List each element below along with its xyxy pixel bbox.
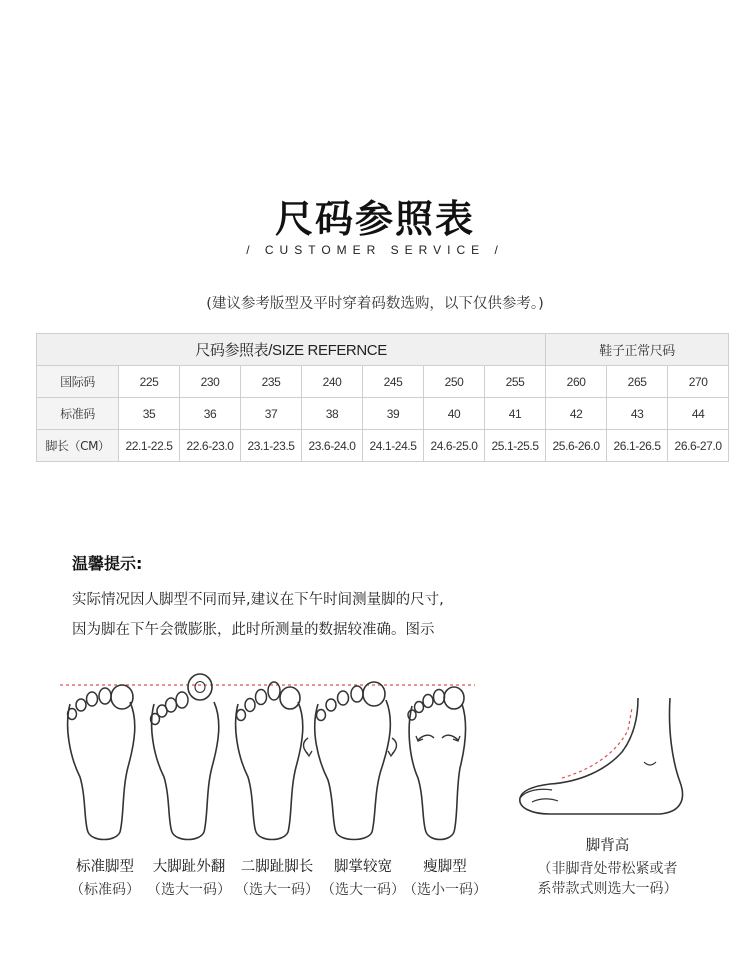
foot-type-advice: （选大一码） [321, 882, 405, 898]
table-cell: 37 [241, 398, 302, 430]
foot-type-advice: （标准码） [70, 882, 140, 898]
row-label: 国际码 [37, 366, 119, 398]
high-instep-foot-icon [510, 690, 700, 820]
table-cell: 42 [546, 398, 607, 430]
table-cell: 23.1-23.5 [241, 430, 302, 462]
instep-advice-line-1: （非脚背处带松紧或者 [537, 861, 678, 877]
standard-foot-icon [68, 685, 135, 840]
narrow-foot-icon [408, 687, 466, 840]
table-cell: 250 [424, 366, 485, 398]
table-cell: 24.6-25.0 [424, 430, 485, 462]
table-cell: 270 [668, 366, 729, 398]
instep-label: 脚背高 [585, 838, 630, 854]
table-cell: 225 [119, 366, 180, 398]
table-cell: 44 [668, 398, 729, 430]
foot-type-label: 标准脚型 [76, 859, 134, 875]
foot-types-illustration [60, 672, 480, 850]
foot-type-label: 脚掌较宽 [334, 859, 392, 875]
table-cell: 41 [485, 398, 546, 430]
foot-type-label: 瘦脚型 [423, 859, 467, 875]
tips-title: 温馨提示: [72, 554, 143, 573]
table-cell: 43 [607, 398, 668, 430]
page-title: 尺码参照表 [274, 197, 475, 241]
table-cell: 26.6-27.0 [668, 430, 729, 462]
table-row [37, 398, 729, 430]
table-cell: 38 [302, 398, 363, 430]
page-subtitle: / CUSTOMER SERVICE / [246, 243, 504, 257]
foot-type-advice: （选大一码） [147, 882, 231, 898]
size-table-title: 尺码参照表/SIZE REFERNCE [37, 334, 546, 366]
table-cell: 35 [119, 398, 180, 430]
tips-line-2: 因为脚在下午会微膨胀，此时所测量的数据较准确。图示 [72, 622, 435, 638]
table-cell: 40 [424, 398, 485, 430]
size-table [36, 333, 729, 462]
foot-type-label: 二脚趾脚长 [240, 859, 314, 875]
row-label: 标准码 [37, 398, 119, 430]
table-cell: 24.1-24.5 [363, 430, 424, 462]
table-cell: 245 [363, 366, 424, 398]
foot-type-advice: （选大一码） [235, 882, 319, 898]
table-cell: 39 [363, 398, 424, 430]
foot-type-label: 大脚趾外翻 [152, 859, 226, 875]
table-cell: 25.1-25.5 [485, 430, 546, 462]
table-cell: 25.6-26.0 [546, 430, 607, 462]
table-row [37, 430, 729, 462]
instep-advice-line-2: 系带款式则选大一码） [537, 881, 678, 897]
bunion-foot-icon [151, 674, 219, 840]
long-second-toe-foot-icon [236, 682, 303, 840]
table-cell: 36 [180, 398, 241, 430]
wide-foot-icon [304, 682, 397, 840]
table-cell: 22.1-22.5 [119, 430, 180, 462]
tips-line-1: 实际情况因人脚型不同而异,建议在下午时间测量脚的尺寸, [72, 592, 444, 608]
size-table-side-title: 鞋子正常尺码 [546, 334, 729, 366]
size-table-header [37, 334, 729, 366]
table-cell: 26.1-26.5 [607, 430, 668, 462]
table-cell: 23.6-24.0 [302, 430, 363, 462]
table-cell: 22.6-23.0 [180, 430, 241, 462]
table-row [37, 366, 729, 398]
instep-guide-line [562, 708, 632, 778]
table-cell: 260 [546, 366, 607, 398]
table-cell: 230 [180, 366, 241, 398]
purchase-note: (建议参考版型及平时穿着码数选购，以下仅供参考。) [206, 296, 544, 312]
table-cell: 265 [607, 366, 668, 398]
row-label: 脚长（CM） [37, 430, 119, 462]
foot-type-advice: （选小一码） [403, 882, 487, 898]
table-cell: 255 [485, 366, 546, 398]
table-cell: 235 [241, 366, 302, 398]
table-cell: 240 [302, 366, 363, 398]
